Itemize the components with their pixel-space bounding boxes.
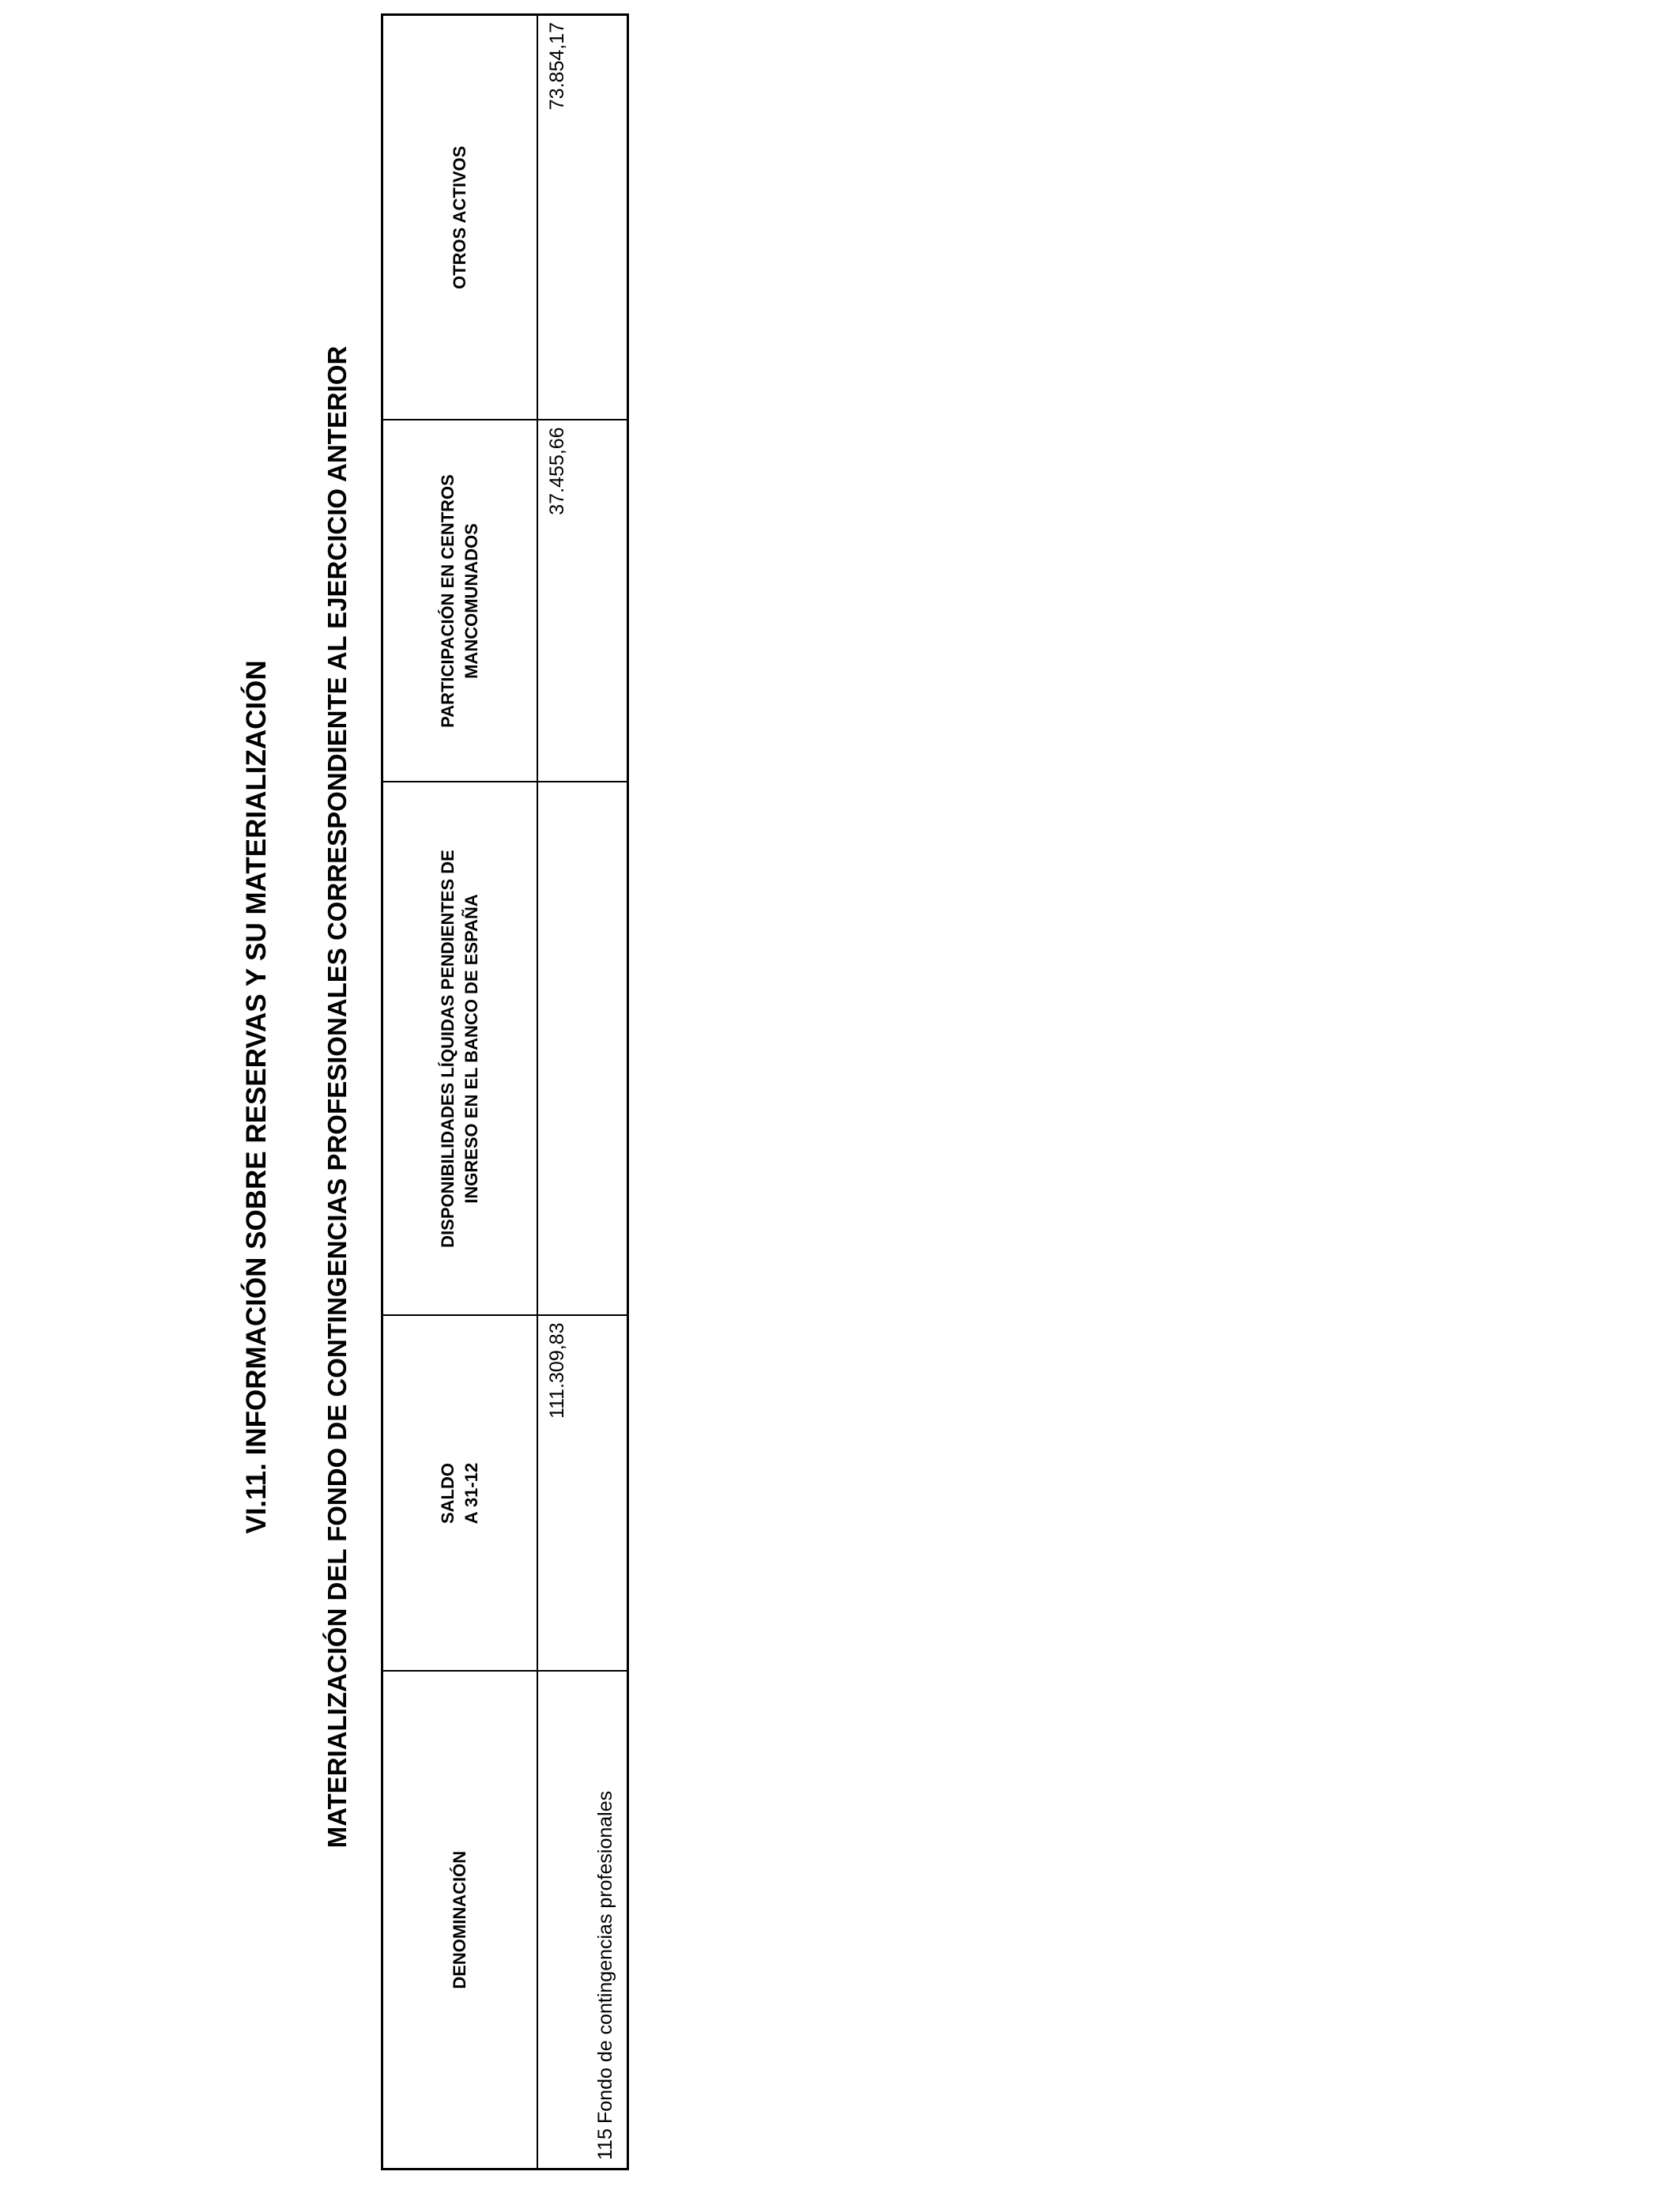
cell-participacion: 37.455,66	[537, 420, 628, 782]
reserves-table	[381, 13, 629, 2170]
cell-disponibilidades	[537, 782, 628, 1316]
header-participacion	[382, 420, 538, 782]
row-code: 115	[594, 2128, 616, 2160]
table-row	[537, 15, 628, 2169]
header-label: DENOMINACIÓN	[450, 1850, 469, 1989]
row-denominacion: Fondo de contingencias profesionales	[594, 1790, 616, 2124]
cell-otros-activos: 73.854,17	[537, 15, 628, 420]
header-denominacion	[382, 1672, 538, 2169]
header-label: OTROS ACTIVOS	[450, 145, 469, 289]
header-label: PARTICIPACIÓN EN CENTROS MANCOMUNADOS	[438, 474, 481, 728]
page-subtitle: MATERIALIZACIÓN DEL FONDO DE CONTINGENCIAS PROFESIONALES CORRESPONDIENTE AL EJERCICIO ANTERIOR	[322, 345, 352, 1849]
cell-saldo: 111.309,83	[537, 1316, 628, 1672]
header-saldo	[382, 1316, 538, 1672]
header-otros-activos	[382, 15, 538, 420]
page-title: VI.11. INFORMACIÓN SOBRE RESERVAS Y SU MATERIALIZACIÓN	[241, 660, 272, 1534]
header-disponibilidades	[382, 782, 538, 1316]
table-header-row	[382, 15, 538, 2169]
header-label: SALDO A 31-12	[438, 1462, 481, 1525]
header-label: DISPONIBILIDADES LÍQUIDAS PENDIENTES DE INGRESO EN EL BANCO DE ESPAÑA	[438, 850, 481, 1248]
cell-denominacion	[537, 1672, 628, 2169]
